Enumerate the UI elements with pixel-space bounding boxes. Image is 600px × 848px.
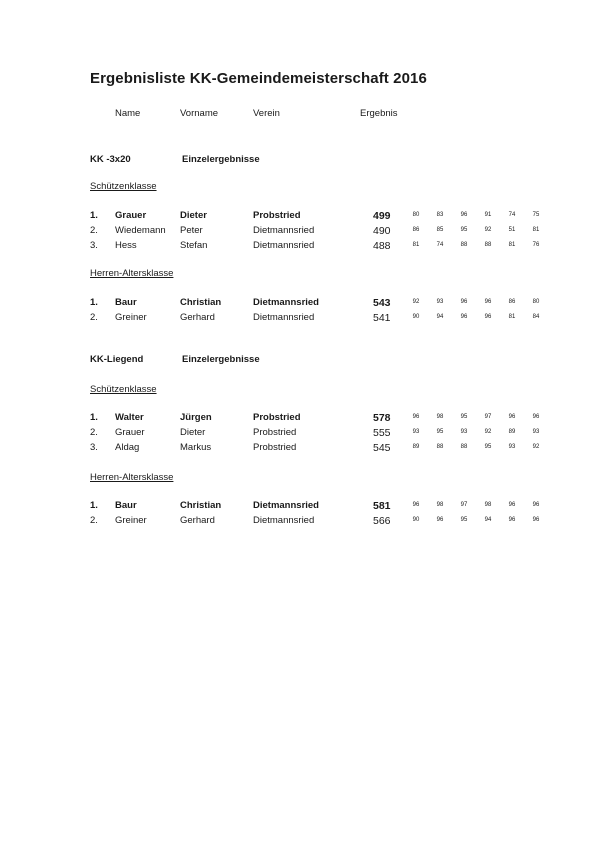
series-score: 93 xyxy=(532,429,540,435)
series-score: 81 xyxy=(508,314,516,320)
result-row xyxy=(0,515,600,529)
first-name: Peter xyxy=(180,225,203,236)
series-score: 84 xyxy=(532,314,540,320)
series-score: 88 xyxy=(460,242,468,248)
page-title: Ergebnisliste KK-Gemeindemeisterschaft 2016 xyxy=(90,70,427,87)
result-row xyxy=(0,427,600,441)
rank: 2. xyxy=(90,515,98,526)
series-score: 96 xyxy=(412,502,420,508)
series-score: 92 xyxy=(484,429,492,435)
series-score: 93 xyxy=(508,444,516,450)
series-score: 93 xyxy=(436,299,444,305)
series-score: 86 xyxy=(412,227,420,233)
rank: 1. xyxy=(90,210,98,221)
series-score: 74 xyxy=(508,212,516,218)
rank: 3. xyxy=(90,240,98,251)
result-row xyxy=(0,442,600,456)
last-name: Greiner xyxy=(115,312,147,323)
rank: 1. xyxy=(90,500,98,511)
club: Dietmannsried xyxy=(253,225,315,236)
series-score: 89 xyxy=(412,444,420,450)
total-score: 578 xyxy=(373,412,391,424)
series-score: 94 xyxy=(436,314,444,320)
series-score: 83 xyxy=(436,212,444,218)
first-name: Christian xyxy=(180,297,222,308)
class-heading: Schützenklasse xyxy=(90,384,157,395)
first-name: Stefan xyxy=(180,240,208,251)
series-score: 98 xyxy=(436,502,444,508)
rank: 1. xyxy=(90,297,98,308)
series-score: 95 xyxy=(460,517,468,523)
result-row xyxy=(0,210,600,224)
first-name: Gerhard xyxy=(180,515,215,526)
total-score: 555 xyxy=(373,427,391,439)
header-verein: Verein xyxy=(253,108,280,119)
first-name: Dieter xyxy=(180,427,206,438)
series-score: 94 xyxy=(484,517,492,523)
last-name: Baur xyxy=(115,500,137,511)
last-name: Baur xyxy=(115,297,137,308)
discipline-title: KK -3x20 xyxy=(90,154,131,165)
header-ergebnis: Ergebnis xyxy=(360,108,398,119)
total-score: 566 xyxy=(373,515,391,527)
series-score: 88 xyxy=(484,242,492,248)
series-score: 95 xyxy=(484,444,492,450)
total-score: 543 xyxy=(373,297,391,309)
result-row xyxy=(0,297,600,311)
rank: 1. xyxy=(90,412,98,423)
result-row xyxy=(0,240,600,254)
series-score: 86 xyxy=(508,299,516,305)
first-name: Christian xyxy=(180,500,222,511)
discipline-title: KK-Liegend xyxy=(90,354,144,365)
series-score: 96 xyxy=(436,517,444,523)
series-score: 80 xyxy=(532,299,540,305)
rank: 2. xyxy=(90,312,98,323)
club: Probstried xyxy=(253,427,297,438)
series-score: 74 xyxy=(436,242,444,248)
total-score: 490 xyxy=(373,225,391,237)
series-score: 93 xyxy=(460,429,468,435)
series-score: 98 xyxy=(436,414,444,420)
class-heading: Herren-Altersklasse xyxy=(90,268,174,279)
club: Dietmannsried xyxy=(253,312,315,323)
series-score: 96 xyxy=(484,314,492,320)
total-score: 545 xyxy=(373,442,391,454)
first-name: Dieter xyxy=(180,210,207,221)
club: Probstried xyxy=(253,442,297,453)
total-score: 499 xyxy=(373,210,391,222)
total-score: 581 xyxy=(373,500,391,512)
rank: 2. xyxy=(90,225,98,236)
series-score: 90 xyxy=(412,517,420,523)
series-score: 96 xyxy=(460,299,468,305)
header-name: Name xyxy=(115,108,141,119)
series-score: 97 xyxy=(484,414,492,420)
last-name: Walter xyxy=(115,412,144,423)
series-score: 97 xyxy=(460,502,468,508)
total-score: 541 xyxy=(373,312,391,324)
series-score: 92 xyxy=(532,444,540,450)
series-score: 98 xyxy=(484,502,492,508)
series-score: 96 xyxy=(484,299,492,305)
discipline-subtitle: Einzelergebnisse xyxy=(182,154,260,165)
series-score: 81 xyxy=(508,242,516,248)
club: Dietmannsried xyxy=(253,297,319,308)
result-row xyxy=(0,225,600,239)
club: Probstried xyxy=(253,210,301,221)
series-score: 93 xyxy=(412,429,420,435)
series-score: 90 xyxy=(412,314,420,320)
series-score: 51 xyxy=(508,227,516,233)
series-score: 85 xyxy=(436,227,444,233)
result-row xyxy=(0,412,600,426)
last-name: Aldag xyxy=(115,442,140,453)
series-score: 96 xyxy=(460,314,468,320)
first-name: Jürgen xyxy=(180,412,212,423)
class-heading: Schützenklasse xyxy=(90,181,157,192)
total-score: 488 xyxy=(373,240,391,252)
series-score: 96 xyxy=(460,212,468,218)
last-name: Greiner xyxy=(115,515,147,526)
last-name: Grauer xyxy=(115,210,147,221)
series-score: 89 xyxy=(508,429,516,435)
series-score: 76 xyxy=(532,242,540,248)
first-name: Gerhard xyxy=(180,312,215,323)
result-row xyxy=(0,500,600,514)
result-row xyxy=(0,312,600,326)
series-score: 92 xyxy=(412,299,420,305)
series-score: 75 xyxy=(532,212,540,218)
series-score: 96 xyxy=(532,502,540,508)
class-heading: Herren-Altersklasse xyxy=(90,472,174,483)
series-score: 95 xyxy=(460,227,468,233)
series-score: 96 xyxy=(508,414,516,420)
series-score: 80 xyxy=(412,212,420,218)
series-score: 95 xyxy=(436,429,444,435)
club: Dietmannsried xyxy=(253,240,315,251)
first-name: Markus xyxy=(180,442,212,453)
rank: 2. xyxy=(90,427,98,438)
series-score: 88 xyxy=(436,444,444,450)
series-score: 96 xyxy=(508,517,516,523)
last-name: Grauer xyxy=(115,427,145,438)
club: Dietmannsried xyxy=(253,515,315,526)
series-score: 96 xyxy=(412,414,420,420)
last-name: Hess xyxy=(115,240,137,251)
club: Probstried xyxy=(253,412,301,423)
series-score: 96 xyxy=(532,414,540,420)
series-score: 81 xyxy=(532,227,540,233)
series-score: 81 xyxy=(412,242,420,248)
series-score: 88 xyxy=(460,444,468,450)
series-score: 96 xyxy=(508,502,516,508)
header-vorname: Vorname xyxy=(180,108,219,119)
last-name: Wiedemann xyxy=(115,225,166,236)
series-score: 95 xyxy=(460,414,468,420)
discipline-subtitle: Einzelergebnisse xyxy=(182,354,260,365)
club: Dietmannsried xyxy=(253,500,319,511)
rank: 3. xyxy=(90,442,98,453)
series-score: 96 xyxy=(532,517,540,523)
series-score: 92 xyxy=(484,227,492,233)
series-score: 91 xyxy=(484,212,492,218)
